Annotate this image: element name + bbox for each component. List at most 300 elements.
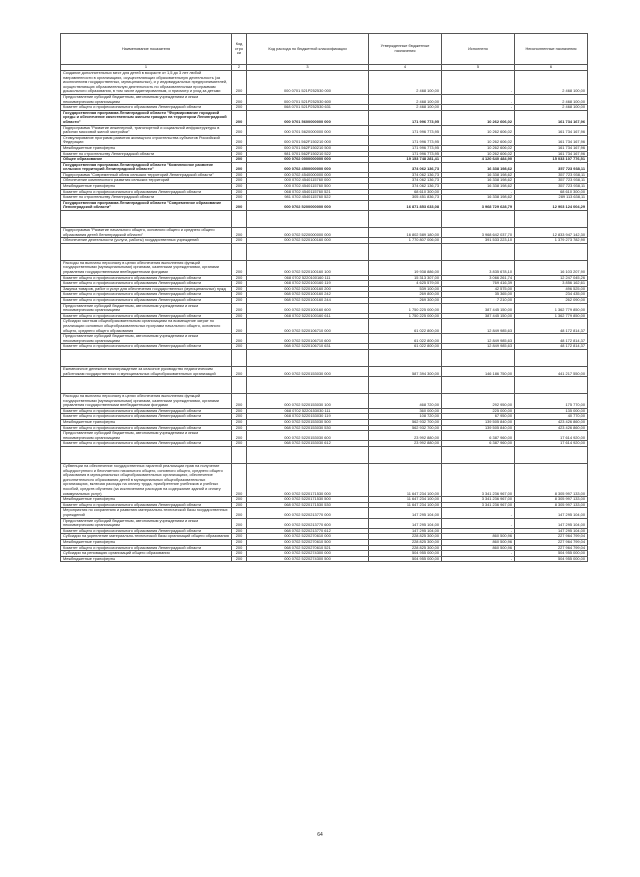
- column-number: 6: [515, 65, 588, 71]
- row-kbk-cell: 068 0702 5220100160 119: [247, 281, 369, 287]
- table-row: [61, 518, 588, 528]
- row-executed-cell: 146 186 750,00: [442, 366, 515, 376]
- row-executed-cell: 16 338 198,62: [442, 195, 515, 201]
- row-approved-cell: 562 932 700,00: [369, 420, 442, 426]
- row-approved-cell: 468 720,00: [369, 394, 442, 409]
- row-approved-cell: 15 313 307,00: [369, 275, 442, 281]
- row-code-cell: 200: [232, 260, 247, 275]
- row-name-cell: [61, 211, 232, 228]
- row-name-cell: [61, 377, 232, 394]
- row-remaining-cell: 357 723 938,11: [515, 172, 588, 178]
- row-code-cell: 200: [232, 228, 247, 238]
- row-remaining-cell: [515, 377, 588, 394]
- row-kbk-cell: 000 0702 5220153030 100: [247, 394, 369, 409]
- row-name-cell: Расходы на выплаты персоналу в целях обеспечения выполнения функций государственными (муниципальными) органами, казенными учреждениями, органами управления государственными внебюджетными фондами: [61, 394, 232, 409]
- row-kbk-cell: 000 0702 5220213770 000: [247, 508, 369, 518]
- row-code-cell: 200: [232, 534, 247, 540]
- row-name-cell: Комитет общего и профессионального образования Ленинградской области: [61, 528, 232, 534]
- row-code-cell: 200: [232, 518, 247, 528]
- column-number: 4: [369, 65, 442, 71]
- row-kbk-cell: 000 0702 5220274300 500: [247, 556, 369, 562]
- row-name-cell: Комитет общего и профессионального образования Ленинградской области: [61, 441, 232, 447]
- row-code-cell: 200: [232, 238, 247, 244]
- row-name-cell: [61, 447, 232, 464]
- row-executed-cell: 10 262 606,02: [442, 110, 515, 125]
- table-row: [61, 195, 588, 201]
- row-code-cell: 200: [232, 200, 247, 210]
- table-row: [61, 303, 588, 313]
- row-approved-cell: 11 647 234 100,00: [369, 464, 442, 497]
- row-code-cell: 200: [232, 539, 247, 545]
- row-name-cell: Межбюджетные трансферты: [61, 539, 232, 545]
- row-kbk-cell: 068 0702 5220153030 530: [247, 425, 369, 431]
- row-executed-cell: 10 262 606,02: [442, 151, 515, 157]
- row-remaining-cell: 289 113 638,11: [515, 195, 588, 201]
- row-approved-cell: 305 451 836,73: [369, 195, 442, 201]
- row-name-cell: Межбюджетные трансферты: [61, 145, 232, 151]
- row-executed-cell: 4 120 640 484,90: [442, 157, 515, 163]
- row-remaining-cell: 357 723 938,11: [515, 178, 588, 184]
- row-kbk-cell: 000 0702 5200000000 000: [247, 200, 369, 210]
- table-row: [61, 556, 588, 562]
- row-kbk-cell: [247, 349, 369, 366]
- header-remaining: Неисполненные назначения: [515, 34, 588, 65]
- row-remaining-cell: 227 964 799,04: [515, 545, 588, 551]
- row-approved-cell: 61 022 800,00: [369, 334, 442, 344]
- row-code-cell: 200: [232, 334, 247, 344]
- row-code-cell: 200: [232, 110, 247, 125]
- row-remaining-cell: 161 734 167,96: [515, 151, 588, 157]
- table-row: [61, 349, 588, 366]
- row-approved-cell: 16 802 589 180,00: [369, 228, 442, 238]
- row-executed-cell: 860 500,96: [442, 534, 515, 540]
- row-remaining-cell: 175 770,00: [515, 394, 588, 409]
- table-row: [61, 441, 588, 447]
- row-remaining-cell: 147 295 104,00: [515, 528, 588, 534]
- row-executed-cell: 292 950,00: [442, 394, 515, 409]
- row-name-cell: Комитет общего и профессионального образования Ленинградской области: [61, 545, 232, 551]
- row-remaining-cell: 48 172 814,37: [515, 344, 588, 350]
- row-kbk-cell: 068 0702 5220171530 530: [247, 502, 369, 508]
- row-approved-cell: 171 996 773,95: [369, 145, 442, 151]
- table-row: [61, 447, 588, 464]
- row-code-cell: 200: [232, 286, 247, 292]
- row-executed-cell: -: [442, 551, 515, 557]
- row-name-cell: Комитет общего и профессионального образования Ленинградской области: [61, 414, 232, 420]
- row-remaining-cell: 48 172 814,37: [515, 334, 588, 344]
- row-executed-cell: [442, 447, 515, 464]
- row-executed-cell: 12 849 985,63: [442, 334, 515, 344]
- table-row: [61, 545, 588, 551]
- row-name-cell: Комитет общего и профессионального образования Ленинградской области: [61, 425, 232, 431]
- row-name-cell: Предоставление субсидий бюджетным, автономным учреждениям и иным некоммерческим организациям: [61, 334, 232, 344]
- row-name-cell: Подпрограмма "Современный облик сельских территорий Ленинградской области": [61, 172, 232, 178]
- header-kbk: Код расхода по бюджетной классификации: [247, 34, 369, 65]
- row-name-cell: Государственная программа Ленинградской области "Формирование городской среды и обеспечение качественным жильем граждан на территории Ленинградской области": [61, 110, 232, 125]
- row-code-cell: [232, 349, 247, 366]
- row-approved-cell: 23 992 880,00: [369, 441, 442, 447]
- row-name-cell: Комитет общего и профессионального образования Ленинградской области: [61, 313, 232, 319]
- row-kbk-cell: 000 0702 5220171530 000: [247, 464, 369, 497]
- row-remaining-cell: 147 295 104,00: [515, 518, 588, 528]
- column-number: 2: [232, 65, 247, 71]
- row-code-cell: 200: [232, 528, 247, 534]
- row-executed-cell: 42 575,00: [442, 286, 515, 292]
- row-approved-cell: 171 996 773,95: [369, 125, 442, 135]
- row-approved-cell: 562 932 700,00: [369, 425, 442, 431]
- row-approved-cell: 2 468 100,00: [369, 105, 442, 111]
- row-code-cell: 200: [232, 508, 247, 518]
- row-code-cell: 200: [232, 135, 247, 145]
- row-executed-cell: 3 341 236 967,00: [442, 497, 515, 503]
- row-code-cell: 200: [232, 125, 247, 135]
- row-name-cell: [61, 349, 232, 366]
- row-name-cell: Комитет по строительству Ленинградской области: [61, 195, 232, 201]
- row-kbk-cell: 000 0701 521P252530 600: [247, 94, 369, 104]
- row-code-cell: 200: [232, 366, 247, 376]
- row-code-cell: 200: [232, 145, 247, 151]
- row-executed-cell: 67 950,00: [442, 414, 515, 420]
- row-executed-cell: -: [442, 556, 515, 562]
- row-kbk-cell: 000 0702 5220106710 600: [247, 334, 369, 344]
- row-remaining-cell: 48 172 814,37: [515, 319, 588, 334]
- row-kbk-cell: 000 0702 0000000000 000: [247, 157, 369, 163]
- row-kbk-cell: 000 0702 5220153030 500: [247, 420, 369, 426]
- table-row: [61, 151, 588, 157]
- row-remaining-cell: 161 734 167,96: [515, 135, 588, 145]
- row-kbk-cell: 000 0702 5220153030 000: [247, 366, 369, 376]
- table-header-row: [61, 34, 588, 65]
- table-body: [61, 71, 588, 562]
- row-executed-cell: 860 500,96: [442, 539, 515, 545]
- table-row: [61, 94, 588, 104]
- row-remaining-cell: 496 525,00: [515, 286, 588, 292]
- row-kbk-cell: 068 0702 5220270610 521: [247, 545, 369, 551]
- table-row: [61, 260, 588, 275]
- row-remaining-cell: 423 426 860,00: [515, 420, 588, 426]
- row-executed-cell: 139 505 840,00: [442, 420, 515, 426]
- row-approved-cell: 68 610 300,00: [369, 189, 442, 195]
- row-name-cell: Подпрограмма "Развитие начального общего, основного общего и среднего общего образования детей Ленинградской области": [61, 228, 232, 238]
- row-approved-cell: 171 996 773,95: [369, 135, 442, 145]
- table-row: [61, 313, 588, 319]
- row-kbk-cell: 000 0701 521P252530 000: [247, 71, 369, 95]
- row-remaining-cell: 12 833 947 142,30: [515, 228, 588, 238]
- row-kbk-cell: [247, 447, 369, 464]
- row-name-cell: Обеспечение деятельности (услуги, работы) государственных учреждений: [61, 238, 232, 244]
- row-kbk-cell: 068 0702 4540115760 521: [247, 189, 369, 195]
- row-name-cell: Межбюджетные трансферты: [61, 184, 232, 190]
- row-remaining-cell: 1 362 779 850,00: [515, 313, 588, 319]
- row-kbk-cell: 000 0702 4540115760 000: [247, 178, 369, 184]
- row-name-cell: Комитет общего и профессионального образования Ленинградской области: [61, 275, 232, 281]
- header-executed: Исполнено: [442, 34, 515, 65]
- header-approved: Утвержденные бюджетные назначения: [369, 34, 442, 65]
- row-name-cell: Предоставление субсидий бюджетным, автономным учреждениям и иным некоммерческим организациям: [61, 94, 232, 104]
- row-approved-cell: 269 800,00: [369, 292, 442, 298]
- row-name-cell: Комитет общего и профессионального образования Ленинградской области: [61, 105, 232, 111]
- table-row: [61, 162, 588, 172]
- row-code-cell: 200: [232, 172, 247, 178]
- row-approved-cell: 539 100,00: [369, 286, 442, 292]
- row-approved-cell: 228 825 300,00: [369, 545, 442, 551]
- table-row: [61, 431, 588, 441]
- row-code-cell: 200: [232, 441, 247, 447]
- row-code-cell: 200: [232, 184, 247, 190]
- row-remaining-cell: [515, 211, 588, 228]
- row-executed-cell: 7 210,00: [442, 297, 515, 303]
- row-approved-cell: 269 300,00: [369, 297, 442, 303]
- row-remaining-cell: 227 964 799,04: [515, 534, 588, 540]
- row-kbk-cell: 000 0702 5220000000 000: [247, 228, 369, 238]
- table-row: [61, 334, 588, 344]
- row-approved-cell: [369, 377, 442, 394]
- row-executed-cell: 6 387 960,00: [442, 431, 515, 441]
- row-approved-cell: 1 770 807 006,00: [369, 238, 442, 244]
- row-executed-cell: 860 500,96: [442, 545, 515, 551]
- table-row: [61, 408, 588, 414]
- row-kbk-cell: 000 0702 4540115760 500: [247, 184, 369, 190]
- row-executed-cell: 10 262 606,02: [442, 145, 515, 151]
- row-kbk-cell: 000 0702 5220100160 600: [247, 303, 369, 313]
- row-name-cell: Комитет общего и профессионального образования Ленинградской области: [61, 281, 232, 287]
- row-name-cell: Межбюджетные трансферты: [61, 497, 232, 503]
- row-code-cell: 200: [232, 71, 247, 95]
- row-name-cell: Ежемесячное денежное вознаграждение за классное руководство педагогическим работникам государственных и муниципальных общеобразовательных организаций: [61, 366, 232, 376]
- row-approved-cell: 147 295 104,00: [369, 528, 442, 534]
- row-kbk-cell: 000 0702 5220100160 200: [247, 286, 369, 292]
- table-row: [61, 211, 588, 228]
- row-name-cell: Мероприятия по сохранению и развитию материально-технической базы государственных учреждений: [61, 508, 232, 518]
- row-name-cell: Предоставление субсидий бюджетным, автономным учреждениям и иным некоммерческим организациям: [61, 518, 232, 528]
- row-name-cell: Закупка товаров, работ и услуг для обеспечения государственных (муниципальных) нужд: [61, 286, 232, 292]
- report-sheet: [60, 33, 585, 562]
- row-kbk-cell: 000 0702 5220213770 600: [247, 518, 369, 528]
- row-name-cell: Субсидии на реновацию организаций общего образования: [61, 551, 232, 557]
- row-code-cell: 200: [232, 464, 247, 497]
- row-remaining-cell: 8 305 997 133,00: [515, 497, 588, 503]
- row-remaining-cell: [515, 447, 588, 464]
- table-row: [61, 71, 588, 95]
- row-name-cell: Обеспечение комплексного развития сельских территорий: [61, 178, 232, 184]
- row-name-cell: [61, 243, 232, 260]
- row-code-cell: 200: [232, 431, 247, 441]
- row-approved-cell: [369, 243, 442, 260]
- row-name-cell: Расходы на выплаты персоналу в целях обеспечения выполнения функций государственными (муниципальными) органами, казенными учреждениями, органами управления государственными внебюджетными фондами: [61, 260, 232, 275]
- row-executed-cell: -: [442, 528, 515, 534]
- page-number: 64: [317, 832, 323, 838]
- table-row: [61, 228, 588, 238]
- table-row: [61, 172, 588, 178]
- table-row: [61, 243, 588, 260]
- row-approved-cell: 61 022 800,00: [369, 344, 442, 350]
- row-executed-cell: 12 849 985,63: [442, 344, 515, 350]
- row-code-cell: 200: [232, 319, 247, 334]
- row-executed-cell: 16 338 198,62: [442, 178, 515, 184]
- row-approved-cell: 147 295 104,00: [369, 508, 442, 518]
- table-row: [61, 297, 588, 303]
- row-kbk-cell: 000 0702 5220270610 500: [247, 539, 369, 545]
- row-approved-cell: 171 996 773,95: [369, 151, 442, 157]
- row-name-cell: Субсидии частным общеобразовательным организациям на возмещение затрат по реализации основных общеобразовательных программ начального общего, основного общего, среднего общего образования: [61, 319, 232, 334]
- row-remaining-cell: 1 379 273 782,90: [515, 238, 588, 244]
- row-remaining-cell: 504 955 000,00: [515, 556, 588, 562]
- row-code-cell: 200: [232, 394, 247, 409]
- table-row: [61, 110, 588, 125]
- row-kbk-cell: 000 0701 562F150210 500: [247, 145, 369, 151]
- row-name-cell: Создание дополнительных мест для детей в возрасте от 1,5 до 3 лет любой направленности в организациях, осуществляющих образовательную деятельность (за исключением государственных, муниципальных), и у индивидуальных предпринимателей, осуществляющих образовательную деятельность по образовательным программам дошкольного образования, в том числе адаптированным, и присмотр и уход за детьми: [61, 71, 232, 95]
- row-code-cell: 200: [232, 545, 247, 551]
- row-executed-cell: 3 968 642 037,70: [442, 228, 515, 238]
- row-executed-cell: 16 338 198,62: [442, 162, 515, 172]
- header-row-code: Код стро ки: [232, 34, 247, 65]
- row-kbk-cell: [247, 377, 369, 394]
- row-remaining-cell: 8 305 997 133,00: [515, 502, 588, 508]
- row-remaining-cell: 441 217 550,00: [515, 366, 588, 376]
- row-remaining-cell: 2 468 100,00: [515, 71, 588, 95]
- row-code-cell: 200: [232, 303, 247, 313]
- row-name-cell: Предоставление субсидий бюджетным, автономным учреждениям и иным некоммерческим организациям: [61, 303, 232, 313]
- row-executed-cell: 35 365,00: [442, 292, 515, 298]
- row-kbk-cell: 000 0702 5220153030 600: [247, 431, 369, 441]
- row-name-cell: Предоставление субсидий бюджетным, автономным учреждениям и иным некоммерческим организациям: [61, 431, 232, 441]
- row-remaining-cell: 15 033 107 776,51: [515, 157, 588, 163]
- row-remaining-cell: 135 000,00: [515, 408, 588, 414]
- row-kbk-cell: 000 0702 5220100160 000: [247, 238, 369, 244]
- row-executed-cell: 10 262 606,02: [442, 135, 515, 145]
- table-row: [61, 502, 588, 508]
- row-kbk-cell: 000 0701 5600000000 000: [247, 110, 369, 125]
- table-row: [61, 238, 588, 244]
- row-name-cell: Межбюджетные трансферты: [61, 420, 232, 426]
- row-approved-cell: [369, 211, 442, 228]
- row-kbk-cell: 000 0702 5220270610 000: [247, 534, 369, 540]
- header-name: Наименование показателя: [61, 34, 232, 65]
- table-row: [61, 178, 588, 184]
- row-executed-cell: [442, 377, 515, 394]
- row-executed-cell: 225 000,00: [442, 408, 515, 414]
- row-kbk-cell: 981 0702 4540115760 522: [247, 195, 369, 201]
- row-remaining-cell: 3 856 162,61: [515, 281, 588, 287]
- row-executed-cell: 10 262 606,02: [442, 125, 515, 135]
- row-name-cell: Комитет по строительству Ленинградской области: [61, 151, 232, 157]
- row-remaining-cell: [515, 243, 588, 260]
- row-executed-cell: -: [442, 94, 515, 104]
- row-code-cell: 200: [232, 414, 247, 420]
- row-executed-cell: 12 849 985,63: [442, 319, 515, 334]
- row-code-cell: [232, 211, 247, 228]
- table-row: [61, 414, 588, 420]
- row-approved-cell: 374 062 136,73: [369, 178, 442, 184]
- row-kbk-cell: 000 0701 5620000000 000: [247, 125, 369, 135]
- row-kbk-cell: 068 0702 5220106710 631: [247, 344, 369, 350]
- row-name-cell: Стимулирование программ развития жилищного строительства субъектов Российской Федерации: [61, 135, 232, 145]
- row-executed-cell: 3 341 236 967,00: [442, 502, 515, 508]
- row-executed-cell: 387 445 150,00: [442, 313, 515, 319]
- row-code-cell: 200: [232, 157, 247, 163]
- table-row: [61, 200, 588, 210]
- row-remaining-cell: 40 770,00: [515, 414, 588, 420]
- row-approved-cell: 374 062 136,73: [369, 172, 442, 178]
- row-approved-cell: 228 825 300,00: [369, 539, 442, 545]
- row-kbk-cell: 068 0702 5220153030 119: [247, 414, 369, 420]
- row-name-cell: Субсидии на укрепление материально-технической базы организаций общего образования: [61, 534, 232, 540]
- row-code-cell: [232, 447, 247, 464]
- row-code-cell: 200: [232, 502, 247, 508]
- row-approved-cell: 2 468 100,00: [369, 71, 442, 95]
- row-kbk-cell: 000 0702 5220171530 500: [247, 497, 369, 503]
- row-remaining-cell: 12 903 124 004,29: [515, 200, 588, 210]
- row-executed-cell: [442, 349, 515, 366]
- row-code-cell: 200: [232, 178, 247, 184]
- row-remaining-cell: 17 614 920,00: [515, 431, 588, 441]
- table-row: [61, 344, 588, 350]
- row-remaining-cell: 16 103 207,90: [515, 260, 588, 275]
- table-row: [61, 377, 588, 394]
- row-code-cell: 200: [232, 189, 247, 195]
- table-row: [61, 394, 588, 409]
- row-kbk-cell: 000 0701 562F150210 000: [247, 135, 369, 145]
- row-code-cell: 200: [232, 195, 247, 201]
- row-approved-cell: 374 062 136,73: [369, 184, 442, 190]
- row-remaining-cell: 423 426 860,00: [515, 425, 588, 431]
- row-kbk-cell: 000 0702 4500000000 000: [247, 162, 369, 172]
- row-approved-cell: 374 062 136,73: [369, 162, 442, 172]
- row-name-cell: Комитет общего и профессионального образования Ленинградской области: [61, 344, 232, 350]
- table-row: [61, 292, 588, 298]
- row-approved-cell: 23 992 880,00: [369, 431, 442, 441]
- budget-execution-table: [60, 33, 588, 562]
- row-kbk-cell: 000 0702 5220106710 000: [247, 319, 369, 334]
- row-code-cell: 200: [232, 297, 247, 303]
- row-approved-cell: 147 295 104,00: [369, 518, 442, 528]
- row-executed-cell: [442, 211, 515, 228]
- row-name-cell: Межбюджетные трансферты: [61, 556, 232, 562]
- table-row: [61, 286, 588, 292]
- row-executed-cell: -: [442, 518, 515, 528]
- row-approved-cell: [369, 447, 442, 464]
- column-number: 1: [61, 65, 232, 71]
- row-kbk-cell: 000 0702 4540000000 000: [247, 172, 369, 178]
- table-row: [61, 366, 588, 376]
- row-name-cell: Подпрограмма "Развитие инженерной, транспортной и социальной инфраструктуры в районах массовой жилой застройки": [61, 125, 232, 135]
- row-name-cell: Комитет общего и профессионального образования Ленинградской области: [61, 297, 232, 303]
- row-kbk-cell: 981 0701 562F150210 522: [247, 151, 369, 157]
- row-kbk-cell: 068 0702 5220153030 612: [247, 441, 369, 447]
- row-name-cell: Государственная программа Ленинградской области "Комплексное развитие сельских территорий Ленинградской области": [61, 162, 232, 172]
- row-kbk-cell: 068 0701 521P252530 631: [247, 105, 369, 111]
- row-executed-cell: 3 968 729 628,79: [442, 200, 515, 210]
- row-name-cell: Комитет общего и профессионального образования Ленинградской области: [61, 292, 232, 298]
- row-remaining-cell: 262 090,00: [515, 297, 588, 303]
- row-code-cell: 200: [232, 556, 247, 562]
- row-name-cell: Общее образование: [61, 157, 232, 163]
- row-kbk-cell: 068 0702 5220100160 611: [247, 313, 369, 319]
- row-code-cell: [232, 377, 247, 394]
- row-remaining-cell: 12 247 045,26: [515, 275, 588, 281]
- row-executed-cell: [442, 243, 515, 260]
- row-remaining-cell: 147 295 104,00: [515, 508, 588, 518]
- row-executed-cell: -: [442, 105, 515, 111]
- table-row: [61, 135, 588, 145]
- row-approved-cell: 11 647 234 100,00: [369, 502, 442, 508]
- row-executed-cell: 16 338 198,62: [442, 172, 515, 178]
- row-approved-cell: 2 468 100,00: [369, 94, 442, 104]
- row-code-cell: 200: [232, 281, 247, 287]
- table-row: [61, 534, 588, 540]
- row-remaining-cell: 68 610 300,00: [515, 189, 588, 195]
- row-approved-cell: 1 750 225 000,00: [369, 313, 442, 319]
